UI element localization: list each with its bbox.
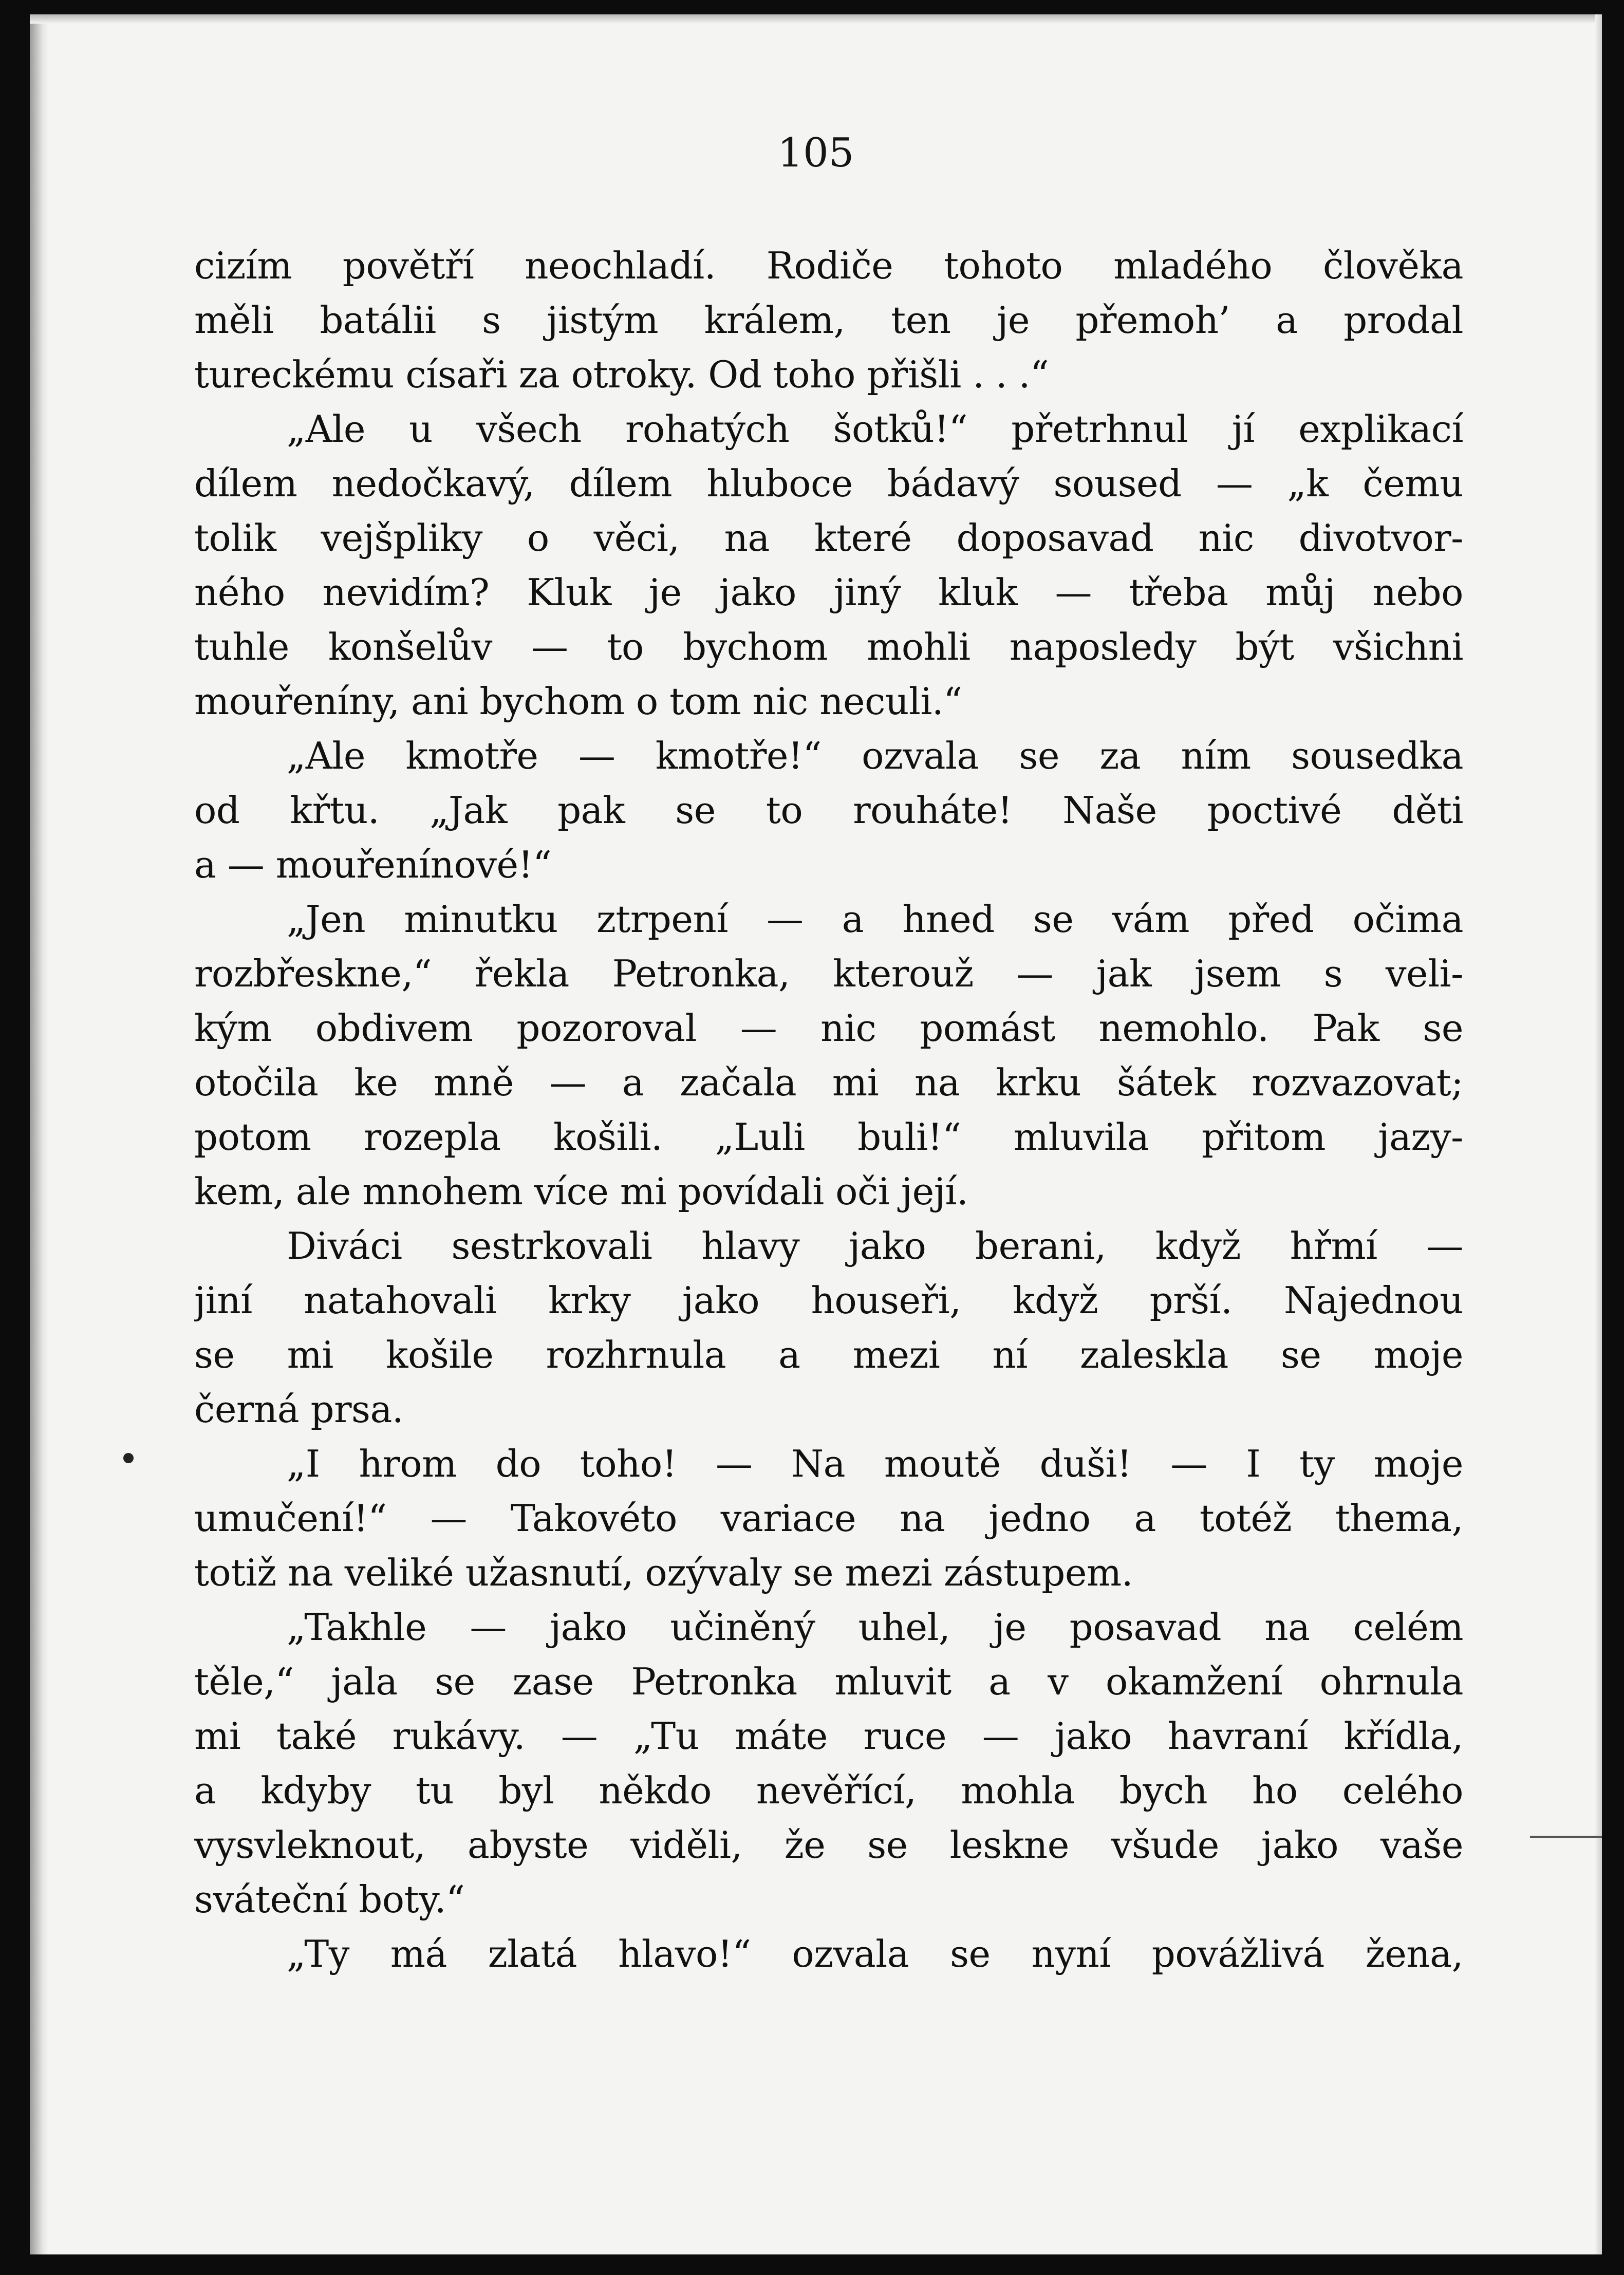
- text-line: „Jen minutku ztrpení — a hned se vám před očima: [287, 898, 1463, 941]
- book-page: [30, 14, 1602, 2254]
- text-line: tuhle konšelův — to bychom mohli naposledy být všichni: [194, 625, 1463, 668]
- text-line: cizím povětří neochladí. Rodiče tohoto mladého člověka: [194, 244, 1463, 287]
- text-line: vysvleknout, abyste viděli, že se leskne všude jako vaše: [194, 1823, 1463, 1867]
- text-line: měli batálii s jistým králem, ten je přemoh’ a prodal: [194, 299, 1463, 342]
- text-line: se mi košile rozhrnula a mezi ní zaleskla se moje: [194, 1333, 1463, 1376]
- page-number: 105: [777, 130, 854, 176]
- top-edge-shadow: [30, 14, 1602, 24]
- text-line: tureckému císaři za otroky. Od toho přišli . . .“: [194, 353, 1049, 396]
- text-line: umučení!“ — Takovéto variace na jedno a totéž thema,: [194, 1497, 1463, 1540]
- text-line: Diváci sestrkovali hlavy jako berani, když hřmí —: [287, 1224, 1463, 1267]
- text-line: ného nevidím? Kluk je jako jiný kluk — třeba můj nebo: [194, 571, 1463, 614]
- text-line: „Ty má zlatá hlavo!“ ozvala se nyní povážlivá žena,: [287, 1932, 1463, 1975]
- spine-shadow: [30, 14, 48, 2254]
- text-line: kem, ale mnohem více mi povídali oči její.: [194, 1170, 968, 1213]
- text-line: od křtu. „Jak pak se to rouháte! Naše poctivé děti: [194, 789, 1463, 832]
- text-line: dílem nedočkavý, dílem hluboce bádavý soused — „k čemu: [194, 462, 1463, 505]
- text-line: potom rozepla košili. „Luli buli!“ mluvila přitom jazy-: [194, 1115, 1463, 1159]
- text-line: a — mouřenínové!“: [194, 843, 552, 886]
- margin-dot-mark: [123, 1453, 134, 1463]
- text-line: „Ale u všech rohatých šotků!“ přetrhnul jí explikací: [287, 407, 1463, 451]
- text-line: „Takhle — jako učiněný uhel, je posavad na celém: [287, 1606, 1463, 1649]
- text-line: mouřeníny, ani bychom o tom nic neculi.“: [194, 680, 962, 723]
- text-line: totiž na veliké užasnutí, ozývaly se mezi zástupem.: [194, 1551, 1133, 1594]
- text-line: černá prsa.: [194, 1388, 404, 1431]
- body-text: [194, 238, 1463, 1981]
- text-line: „Ale kmotře — kmotře!“ ozvala se za ním sousedka: [287, 734, 1463, 777]
- text-line: mi také rukávy. — „Tu máte ruce — jako havraní křídla,: [194, 1714, 1463, 1758]
- text-line: otočila ke mně — a začala mi na krku šátek rozvazovat;: [194, 1061, 1463, 1104]
- text-line: „I hrom do toho! — Na moutě duši! — I ty moje: [287, 1442, 1463, 1485]
- text-line: tolik vejšpliky o věci, na které doposavad nic divotvor-: [194, 516, 1463, 560]
- text-line: sváteční boty.“: [194, 1878, 465, 1921]
- right-edge-shadow: [1595, 14, 1602, 2254]
- text-line: a kdyby tu byl někdo nevěřící, mohla bych ho celého: [194, 1769, 1463, 1812]
- text-line: jiní natahovali krky jako houseři, když prší. Najednou: [194, 1279, 1463, 1322]
- text-line: rozbřeskne,“ řekla Petronka, kterouž — jak jsem s veli-: [194, 952, 1463, 995]
- text-line: kým obdivem pozoroval — nic pomást nemohlo. Pak se: [194, 1006, 1463, 1050]
- text-line: těle,“ jala se zase Petronka mluvit a v okamžení ohrnula: [194, 1660, 1463, 1703]
- margin-dash-mark: [1530, 1836, 1602, 1838]
